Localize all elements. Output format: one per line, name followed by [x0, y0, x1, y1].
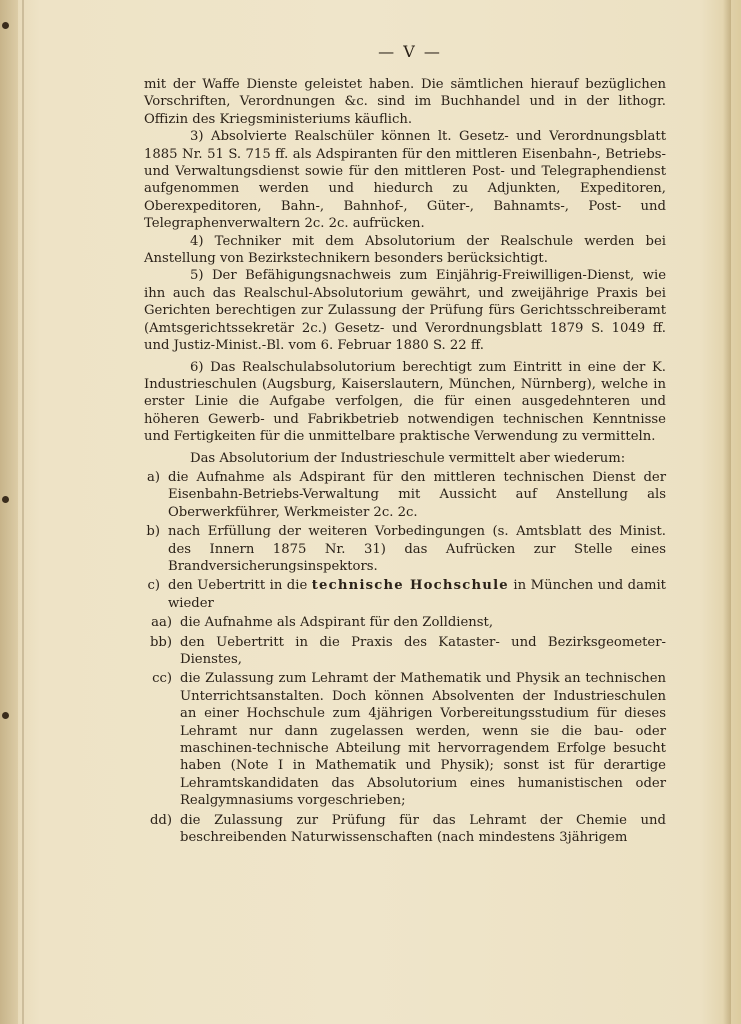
sublist-label: cc) — [152, 671, 172, 687]
paragraph-3: 3) Absolvierte Realschüler können lt. Gesetz- und Verordnungsblatt 1885 Nr. 51 S. 715 ff. als Adspiranten für den mittleren Eisenbahn-, Betriebs- und Verwaltungsdienst sowie für den mittleren Post- und Telegraphendienst aufgenommen werden und hiedurch zu Adjunkten, Expeditoren, Oberexpeditoren, Bahn-, Bahnhof-, Güter-, Bahnamts-, Post- und Telegraphenverwaltern 2c. 2c. aufrücken. — [144, 129, 666, 232]
list-item-b — [144, 523, 666, 575]
paragraph-6: 6) Das Realschulabsolutorium berechtigt zum Eintritt in eine der K. Industrieschulen (Augsburg, Kaiserslautern, München, Nürnberg), welche in erster Linie die Aufgabe verfolgen, die für einen ausgedehnteren und höheren Gewerb- und Fabrikbetrieb notwendigen technischen Kenntnisse und Fertigkeiten für die unmittelbare praktische Verwendung zu vermitteln. — [144, 359, 666, 445]
sublist-label: dd) — [149, 812, 172, 828]
binding-hole — [2, 496, 9, 503]
sublist-item-text: die Zulassung zur Prüfung für das Lehramt der Chemie und beschreibenden Naturwissenschaften (nach mindestens 3jährigem — [180, 812, 666, 846]
binding-edge — [0, 0, 18, 1024]
sublist-item-text: den Uebertritt in die Praxis des Kataster- und Bezirksgeometer-Dienstes, — [180, 634, 666, 667]
sublist-label: aa) — [151, 615, 172, 631]
fold-line — [22, 0, 24, 1024]
sublist-item-text: die Zulassung zum Lehramt der Mathematik und Physik an technischen Unterrichtsanstalten. Doch können Absolventen der Industrieschulen an einer Hochschule zum 4jährigen Vorbereitungsstudium für dieses Lehramt nur dann zugelassen werden, wenn sie die bau- oder maschinen-technische Abteilung mit hervorragendem Erfolge besucht haben (Note I in Mathematik und Physik); sonst ist für derartige Lehramtskandidaten das Absolutorium eines humanistischen oder Realgymnasiums vorgeschrieben; — [180, 671, 666, 809]
list-item-a — [144, 469, 666, 521]
paragraph-7: Das Absolutorium der Industrieschule vermittelt aber wiederum: — [190, 450, 626, 466]
list-label: a) — [146, 469, 160, 485]
emphasized-text: technische Hochschule — [311, 578, 509, 594]
paragraph-continuation: mit der Waffe Dienste geleistet haben. Die sämtlichen hierauf bezüglichen Vorschriften, Verordnungen &c. sind im Buchhandel und in der lithogr. Offizin des Kriegsministeriums käuflich. — [144, 77, 666, 127]
list-item-text — [168, 577, 666, 612]
text-run: den Uebertritt in die — [168, 578, 308, 594]
sublist-item-dd — [144, 812, 666, 847]
page-text — [144, 76, 666, 846]
sublist-item-bb — [144, 634, 666, 669]
binding-hole — [2, 712, 9, 719]
sublist-item-cc — [144, 670, 666, 809]
sublist-item-aa — [144, 614, 666, 631]
right-edge-shadow — [723, 0, 731, 1024]
paragraph-5: 5) Der Befähigungsnachweis zum Einjährig-Freiwilligen-Dienst, wie ihn auch das Realschul-Absolutorium gewährt, und zweijährige Praxis bei Gerichten berechtigen zur Zulassung der Prüfung fürs Gerichtsschreiberamt (Amtsgerichtssekretär 2c.) Gesetz- und Verordnungsblatt 1879 S. 1049 ff. und Justiz-Minist.-Bl. vom 6. Februar 1880 S. 22 ff. — [144, 268, 666, 354]
list-item-text: die Aufnahme als Adspirant für den mittleren technischen Dienst der Eisenbahn-Betriebs-Verwaltung mit Aussicht auf Anstellung als Oberwerkführer, Werkmeister 2c. 2c. — [168, 469, 666, 520]
sublist-item-text: die Aufnahme als Adspirant für den Zolldienst, — [180, 615, 494, 631]
binding-hole — [2, 22, 9, 29]
list-item-text: nach Erfüllung der weiteren Vorbedingungen (s. Amtsblatt des Minist. des Innern 1875 Nr. 31) das Aufrücken zur Stelle eines Brandversicherungsinspektors. — [168, 524, 666, 574]
list-item-c — [144, 577, 666, 612]
page-number: — V — — [378, 42, 442, 61]
text-run: in München und damit wieder — [168, 578, 666, 611]
list-label: c) — [147, 578, 160, 594]
sublist-label: bb) — [149, 634, 172, 650]
paragraph-4: 4) Techniker mit dem Absolutorium der Realschule werden bei Anstellung von Bezirkstechnikern besonders berücksichtigt. — [144, 233, 666, 267]
list-label: b) — [146, 524, 160, 540]
